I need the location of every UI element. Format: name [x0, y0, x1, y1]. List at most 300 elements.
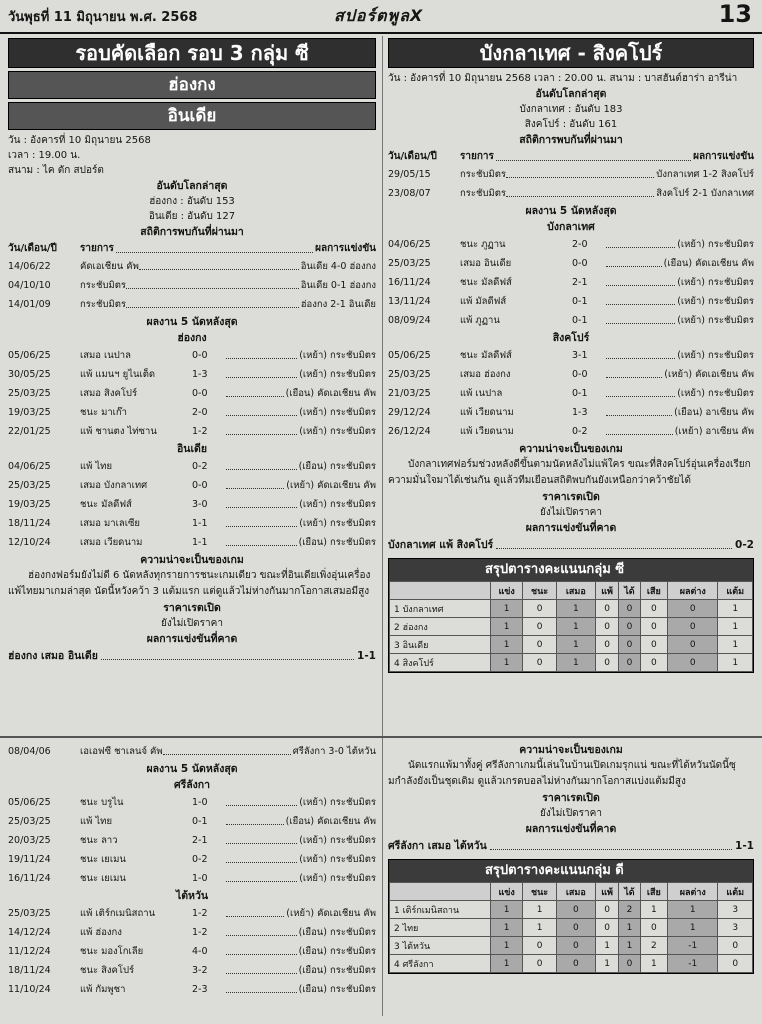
form-date: 16/11/24: [8, 873, 51, 884]
right-title: บังกลาเทศ - สิงคโปร์: [388, 38, 754, 68]
form-date: 25/03/25: [388, 369, 431, 380]
table-row: [390, 636, 753, 654]
form-opponent: ชนะ มัลดีฟส์: [460, 350, 512, 361]
form-competition: (เหย้า) คัดเอเชียน คัพ: [664, 369, 754, 380]
h2h-row: [8, 295, 376, 314]
h2h-result: อินเดีย 0-1 ฮ่องกง: [300, 280, 376, 291]
table-row: [390, 654, 753, 672]
form-opponent: แพ้ กัมพูชา: [80, 984, 126, 995]
table-cell: 0: [595, 636, 619, 654]
dotted-leader: [606, 422, 673, 435]
table-header-cell: เสีย: [640, 883, 668, 901]
form-score: 1-0: [192, 873, 208, 884]
dotted-leader: [506, 165, 654, 178]
h2h-date: 14/06/22: [8, 261, 51, 272]
table-cell: 1: [491, 618, 523, 636]
h2h-date: 29/05/15: [388, 169, 431, 180]
right-article: [388, 38, 754, 673]
form-competition: (เยือน) อาเซียน คัพ: [674, 407, 754, 418]
form-score: 0-0: [192, 350, 208, 361]
analysis-text: บังกลาเทศฟอร์มช่วงหลังดีขึ้นตามนัดหลังไม่แพ้ใคร ขณะที่สิงคโปร์อุ่นเครื่องเรียกความมั่นใจมาได้เช่นกัน ดูแล้วทีมเยือนสถิติพบกันยังเหนือกว่าคว้าชัยได้: [388, 459, 751, 486]
table-header-cell: แข่ง: [491, 883, 523, 901]
table-cell: 0: [640, 654, 668, 672]
match-venue: สนาม : ไค ตัก สปอร์ต: [8, 165, 104, 176]
rank-team1: ฮ่องกง : อันดับ 153: [149, 196, 235, 207]
form-score: 1-2: [192, 908, 208, 919]
table-row: [390, 901, 753, 919]
form-date: 25/03/25: [8, 908, 51, 919]
dotted-leader: [226, 365, 297, 378]
dotted-leader: [606, 384, 675, 397]
h2h-result: สิงคโปร์ 2-1 บังกลาเทศ: [656, 188, 754, 199]
standings-group-c: [388, 558, 754, 673]
form-score: 0-0: [192, 388, 208, 399]
h2h-header-list: รายการ: [460, 151, 494, 162]
dotted-leader: [606, 254, 662, 267]
form-date: 12/10/24: [8, 537, 51, 548]
table-team: 1 เติร์กเมนิสถาน: [390, 901, 491, 919]
table-cell: 2: [619, 901, 640, 919]
standings-table: [389, 882, 753, 973]
form-competition: (เหย้า) กระชับมิตร: [677, 239, 754, 250]
table-cell: 1: [595, 937, 619, 955]
form-opponent: แพ้ แมนฯ ยูไนเต็ด: [80, 369, 156, 380]
form-opponent: เสมอ เนปาล: [80, 350, 131, 361]
form-opponent: ชนะ เยเมน: [80, 854, 126, 865]
form-row: [8, 961, 376, 980]
form-competition: (เหย้า) กระชับมิตร: [299, 407, 376, 418]
form-opponent: แพ้ ชานตง ไท่ซาน: [80, 426, 157, 437]
form-row: [388, 346, 754, 365]
form-score: 3-0: [192, 499, 208, 510]
table-cell: 0: [556, 937, 595, 955]
form1-list: [8, 793, 376, 888]
table-cell: 1: [556, 600, 595, 618]
h2h-header-date: วัน/เดือน/ปี: [388, 151, 437, 162]
form-row: [8, 457, 376, 476]
dotted-leader: [606, 365, 662, 378]
match-info: วัน : อังคารที่ 10 มิถุนายน 2568 เวลา : 20.00 น. สนาม : บาสฮันต์ฮาร่า อารีน่า: [388, 73, 738, 84]
dotted-leader: [606, 273, 675, 286]
section-divider: [0, 736, 762, 738]
table-cell: 0: [595, 654, 619, 672]
prediction: [388, 536, 754, 554]
table-row: [390, 600, 753, 618]
form-row: [388, 365, 754, 384]
form-opponent: เสมอ เวียดนาม: [80, 537, 143, 548]
form-competition: (เหย้า) กระชับมิตร: [299, 835, 376, 846]
table-cell: 0: [595, 618, 619, 636]
form-score: 2-0: [192, 407, 208, 418]
table-team: 2 ไทย: [390, 919, 491, 937]
form-score: 3-2: [192, 965, 208, 976]
ranking-title: อันดับโลกล่าสุด: [535, 88, 607, 100]
dotted-leader: [226, 812, 284, 825]
odds-title: ราคาเรตเปิด: [542, 792, 600, 804]
table-cell: 1: [668, 901, 718, 919]
table-cell: 0: [523, 654, 557, 672]
table-cell: 1: [718, 600, 753, 618]
form-date: 26/12/24: [388, 426, 431, 437]
analysis-title: ความน่าจะเป็นของเกม: [519, 443, 623, 455]
h2h-competition: กระชับมิตร: [460, 169, 506, 180]
bottom-right-article: [388, 742, 754, 974]
form-score: 3-1: [572, 350, 588, 361]
standings-table: [389, 581, 753, 672]
form-date: 18/11/24: [8, 518, 51, 529]
analysis-text: ฮ่องกงฟอร์มยังไม่ดี 6 นัดหลังทุกรายการชนะเกมเดียว ขณะที่อินเดียเพิ่งอุ่นเครื่องแพ้ไทยมาเกมล่าสุด นัดนี้หวังคว้า 3 แต้มแรก แต่ดูแล้วไม่ห่างกันมากโอกาสเสมอมีสูง: [8, 570, 371, 597]
form-score: 0-2: [192, 461, 208, 472]
table-cell: 0: [523, 636, 557, 654]
form-competition: (เหย้า) กระชับมิตร: [677, 350, 754, 361]
dotted-leader: [226, 831, 297, 844]
table-cell: 0: [640, 636, 668, 654]
dotted-leader: [226, 457, 297, 470]
form-date: 19/11/24: [8, 854, 51, 865]
form1-list: [388, 235, 754, 330]
form-date: 19/03/25: [8, 407, 51, 418]
form-row: [388, 422, 754, 441]
form-row: [8, 533, 376, 552]
table-team: 3 อินเดีย: [390, 636, 491, 654]
table-header-row: [390, 883, 753, 901]
form-competition: (เหย้า) อาเซียน คัพ: [674, 426, 754, 437]
form-opponent: ชนะ มาเก๊า: [80, 407, 127, 418]
form-date: 25/03/25: [8, 480, 51, 491]
form-opponent: ชนะ เยเมน: [80, 873, 126, 884]
form-opponent: ชนะ มองโกเลีย: [80, 946, 144, 957]
table-cell: 1: [640, 955, 668, 973]
team1-band: ฮ่องกง: [8, 71, 376, 99]
form-row: [8, 793, 376, 812]
table-cell: 0: [640, 919, 668, 937]
form-opponent: แพ้ เวียดนาม: [460, 407, 514, 418]
dotted-leader: [226, 495, 297, 508]
form-competition: (เหย้า) กระชับมิตร: [299, 426, 376, 437]
h2h-row: [8, 257, 376, 276]
dotted-leader: [226, 476, 284, 489]
form-competition: (เหย้า) กระชับมิตร: [299, 518, 376, 529]
table-cell: -1: [668, 937, 718, 955]
form-competition: (เหย้า) กระชับมิตร: [677, 388, 754, 399]
rank-team2: สิงคโปร์ : อันดับ 161: [524, 119, 618, 130]
h2h-title: สถิติการพบกันที่ผ่านมา: [140, 226, 244, 238]
form-competition: (เหย้า) กระชับมิตร: [677, 315, 754, 326]
form-score: 0-0: [572, 369, 588, 380]
dotted-leader: [226, 904, 284, 917]
table-cell: 0: [619, 955, 640, 973]
predict-title: ผลการแข่งขันที่คาด: [525, 823, 617, 835]
predict-title: ผลการแข่งขันที่คาด: [525, 522, 617, 534]
h2h-result: ศรีลังกา 3-0 ไต้หวัน: [292, 746, 376, 757]
table-header-row: [390, 582, 753, 600]
table-cell: 0: [718, 955, 753, 973]
prediction: [8, 647, 376, 665]
h2h-list: [388, 165, 754, 203]
form-row: [8, 403, 376, 422]
form1-list: [8, 346, 376, 441]
form-score: 2-0: [572, 239, 588, 250]
h2h-list: [8, 257, 376, 314]
form-date: 04/06/25: [8, 461, 51, 472]
rank-team2: อินเดีย : อันดับ 127: [148, 211, 236, 222]
table-cell: 1: [718, 618, 753, 636]
h2h-row: [388, 165, 754, 184]
form-row: [8, 869, 376, 888]
form2-team: อินเดีย: [176, 443, 208, 455]
table-cell: 1: [491, 937, 523, 955]
form-date: 20/03/25: [8, 835, 51, 846]
table-cell: 0: [556, 901, 595, 919]
table-header-cell: เสมอ: [556, 883, 595, 901]
table-cell: 0: [718, 937, 753, 955]
prediction-text: บังกลาเทศ แพ้ สิงคโปร์: [388, 539, 494, 551]
form-score: 4-0: [192, 946, 208, 957]
form-score: 2-1: [572, 277, 588, 288]
h2h-competition: คัดเอเชียน คัพ: [80, 261, 139, 272]
table-team: 3 ไต้หวัน: [390, 937, 491, 955]
table-cell: 0: [619, 600, 640, 618]
prediction-score: 0-2: [735, 539, 754, 551]
standings-group-d: [388, 859, 754, 974]
dotted-leader: [226, 980, 297, 993]
table-cell: 1: [619, 937, 640, 955]
form-date: 18/11/24: [8, 965, 51, 976]
form-row: [388, 403, 754, 422]
form-opponent: เสมอ อินเดีย: [460, 258, 512, 269]
form-score: 1-0: [192, 797, 208, 808]
form2-team: สิงคโปร์: [552, 332, 590, 344]
dotted-leader: [226, 384, 284, 397]
table-cell: 1: [491, 654, 523, 672]
form-competition: (เยือน) กระชับมิตร: [298, 537, 376, 548]
odds-text: ยังไม่เปิดราคา: [161, 618, 223, 629]
table-cell: 0: [619, 636, 640, 654]
form-score: 0-2: [192, 854, 208, 865]
table-header-cell: แพ้: [595, 883, 619, 901]
form-row: [8, 365, 376, 384]
form-opponent: แพ้ มัลดีฟส์: [460, 296, 507, 307]
form-competition: (เหย้า) กระชับมิตร: [299, 350, 376, 361]
table-cell: 0: [523, 955, 557, 973]
form-date: 16/11/24: [388, 277, 431, 288]
form-date: 29/12/24: [388, 407, 431, 418]
form-score: 2-1: [192, 835, 208, 846]
form-competition: (เยือน) กระชับมิตร: [298, 965, 376, 976]
form-competition: (เยือน) กระชับมิตร: [298, 946, 376, 957]
table-cell: 1: [556, 654, 595, 672]
left-article: [8, 38, 376, 665]
form-competition: (เหย้า) กระชับมิตร: [677, 277, 754, 288]
dotted-leader: [226, 533, 297, 546]
table-cell: 1: [619, 919, 640, 937]
h2h-competition: กระชับมิตร: [460, 188, 506, 199]
table-cell: 0: [640, 600, 668, 618]
form-opponent: แพ้ ไทย: [80, 461, 113, 472]
form-date: 08/09/24: [388, 315, 431, 326]
form-competition: (เยือน) กระชับมิตร: [298, 927, 376, 938]
form-date: 13/11/24: [388, 296, 431, 307]
form-row: [388, 311, 754, 330]
table-cell: 1: [491, 600, 523, 618]
prediction-score: 1-1: [357, 650, 376, 662]
form-date: 19/03/25: [8, 499, 51, 510]
form-competition: (เหย้า) กระชับมิตร: [299, 797, 376, 808]
form-date: 04/06/25: [388, 239, 431, 250]
predict-title: ผลการแข่งขันที่คาด: [146, 633, 238, 645]
h2h-header-date: วัน/เดือน/ปี: [8, 243, 57, 254]
form-competition: (เหย้า) กระชับมิตร: [299, 369, 376, 380]
h2h-result: ฮ่องกง 2-1 อินเดีย: [300, 299, 376, 310]
form-row: [8, 831, 376, 850]
table-cell: 1: [718, 636, 753, 654]
h2h-result: อินเดีย 4-0 ฮ่องกง: [300, 261, 376, 272]
form2-list: [8, 457, 376, 552]
form-row: [8, 942, 376, 961]
form-score: 1-3: [572, 407, 588, 418]
table-header-cell: ชนะ: [523, 883, 557, 901]
form-row: [8, 495, 376, 514]
form-opponent: แพ้ ไทย: [80, 816, 113, 827]
form-row: [8, 476, 376, 495]
dotted-leader: [506, 184, 654, 197]
form-opponent: แพ้ ฮ่องกง: [80, 927, 122, 938]
h2h-row: [388, 184, 754, 203]
table-cell: 1: [491, 955, 523, 973]
table-cell: 0: [619, 618, 640, 636]
form-score: 0-0: [192, 480, 208, 491]
form-competition: (เหย้า) คัดเอเชียน คัพ: [286, 480, 376, 491]
form-row: [8, 422, 376, 441]
form-opponent: ชนะ ภูฏาน: [460, 239, 506, 250]
h2h-header-result: ผลการแข่งขัน: [315, 243, 376, 254]
form-competition: (เยือน) กระชับมิตร: [298, 984, 376, 995]
table-cell: 1: [491, 901, 523, 919]
table-cell: 0: [595, 600, 619, 618]
h2h-date: 08/04/06: [8, 746, 51, 757]
table-cell: 3: [718, 901, 753, 919]
table-cell: 0: [640, 618, 668, 636]
standings-title: สรุปตารางคะแนนกลุ่ม ดี: [389, 860, 753, 882]
table-cell: 0: [668, 618, 718, 636]
table-cell: 1: [640, 901, 668, 919]
form2-list: [8, 904, 376, 999]
page-number: 13: [718, 0, 752, 28]
form-score: 0-1: [192, 816, 208, 827]
standings-title: สรุปตารางคะแนนกลุ่ม ซี: [389, 559, 753, 581]
dotted-leader: [226, 514, 297, 527]
h2h-row: [8, 276, 376, 295]
table-team: 1 บังกลาเทศ: [390, 600, 491, 618]
form-title: ผลงาน 5 นัดหลังสุด: [146, 763, 238, 775]
form-opponent: ชนะ บรูไน: [80, 797, 124, 808]
table-cell: 1: [668, 919, 718, 937]
table-header-cell: ชนะ: [523, 582, 557, 600]
table-cell: 3: [718, 919, 753, 937]
team2-band: อินเดีย: [8, 102, 376, 130]
table-row: [390, 955, 753, 973]
table-cell: 1: [556, 636, 595, 654]
table-cell: 0: [668, 654, 718, 672]
h2h-date: 14/01/09: [8, 299, 51, 310]
form-score: 0-1: [572, 388, 588, 399]
table-team: 4 สิงคโปร์: [390, 654, 491, 672]
table-header-cell: แต้ม: [718, 883, 753, 901]
form-score: 0-2: [572, 426, 588, 437]
form-date: 30/05/25: [8, 369, 51, 380]
odds-title: ราคาเรตเปิด: [163, 602, 221, 614]
form-opponent: เสมอ สิงคโปร์: [80, 388, 138, 399]
h2h-header-result: ผลการแข่งขัน: [693, 151, 754, 162]
dotted-leader: [126, 295, 299, 308]
table-header-cell: เสมอ: [556, 582, 595, 600]
form-date: 11/12/24: [8, 946, 51, 957]
form1-team: ฮ่องกง: [177, 332, 207, 344]
form-score: 1-3: [192, 369, 208, 380]
table-row: [390, 937, 753, 955]
form-score: 1-1: [192, 518, 208, 529]
form-row: [8, 850, 376, 869]
analysis-text: นัดแรกแพ้มาทั้งคู่ ศรีลังกาเกมนี้เล่นในบ้านเปิดเกมรุกแน่ ขณะที่ได้หวันนัดนี้ซุมกำลังยังเป็นชุดเดิม ดูแล้วเกรดบอลไม่ห่างกันมากโอกาสแบ่งแต้มมีสูง: [388, 760, 736, 787]
table-cell: 1: [491, 919, 523, 937]
form1-team: ศรีลังกา: [173, 779, 211, 791]
issue-date: วันพุธที่ 11 มิถุนายน พ.ศ. 2568: [8, 10, 198, 25]
form-row: [388, 292, 754, 311]
table-row: [390, 618, 753, 636]
form-opponent: แพ้ ภูฏาน: [460, 315, 500, 326]
form-score: 0-0: [572, 258, 588, 269]
form-competition: (เหย้า) กระชับมิตร: [299, 854, 376, 865]
form-score: 0-1: [572, 315, 588, 326]
form-score: 1-1: [192, 537, 208, 548]
form-row: [8, 514, 376, 533]
table-cell: 1: [718, 654, 753, 672]
table-cell: 1: [491, 636, 523, 654]
form-competition: (เหย้า) กระชับมิตร: [299, 873, 376, 884]
match-time: เวลา : 19.00 น.: [8, 150, 81, 161]
column-divider: [382, 36, 383, 1016]
form-score: 1-2: [192, 927, 208, 938]
table-cell: 0: [523, 937, 557, 955]
table-cell: 0: [668, 636, 718, 654]
prediction-text: ฮ่องกง เสมอ อินเดีย: [8, 650, 98, 662]
form-row: [8, 980, 376, 999]
dotted-leader: [226, 346, 297, 359]
form-row: [388, 273, 754, 292]
h2h-result: บังกลาเทศ 1-2 สิงคโปร์: [656, 169, 754, 180]
dotted-leader: [606, 311, 675, 324]
table-cell: 0: [595, 919, 619, 937]
form-date: 25/03/25: [388, 258, 431, 269]
form-opponent: แพ้ เนปาล: [460, 388, 503, 399]
table-cell: 0: [556, 955, 595, 973]
form-opponent: ชนะ สิงคโปร์: [80, 965, 135, 976]
table-cell: 1: [523, 901, 557, 919]
form-competition: (เหย้า) กระชับมิตร: [677, 296, 754, 307]
form-competition: (เยือน) คัดเอเชียน คัพ: [663, 258, 754, 269]
form-score: 0-1: [572, 296, 588, 307]
table-cell: 2: [640, 937, 668, 955]
form-competition: (เยือน) คัดเอเชียน คัพ: [285, 388, 376, 399]
form-date: 14/12/24: [8, 927, 51, 938]
table-header-cell: ผลต่าง: [668, 582, 718, 600]
table-header-team: [390, 883, 491, 901]
form-competition: (เยือน) กระชับมิตร: [298, 461, 376, 472]
prediction: [388, 837, 754, 855]
table-header-cell: ได้: [619, 582, 640, 600]
odds-text: ยังไม่เปิดราคา: [540, 808, 602, 819]
form-date: 05/06/25: [8, 797, 51, 808]
